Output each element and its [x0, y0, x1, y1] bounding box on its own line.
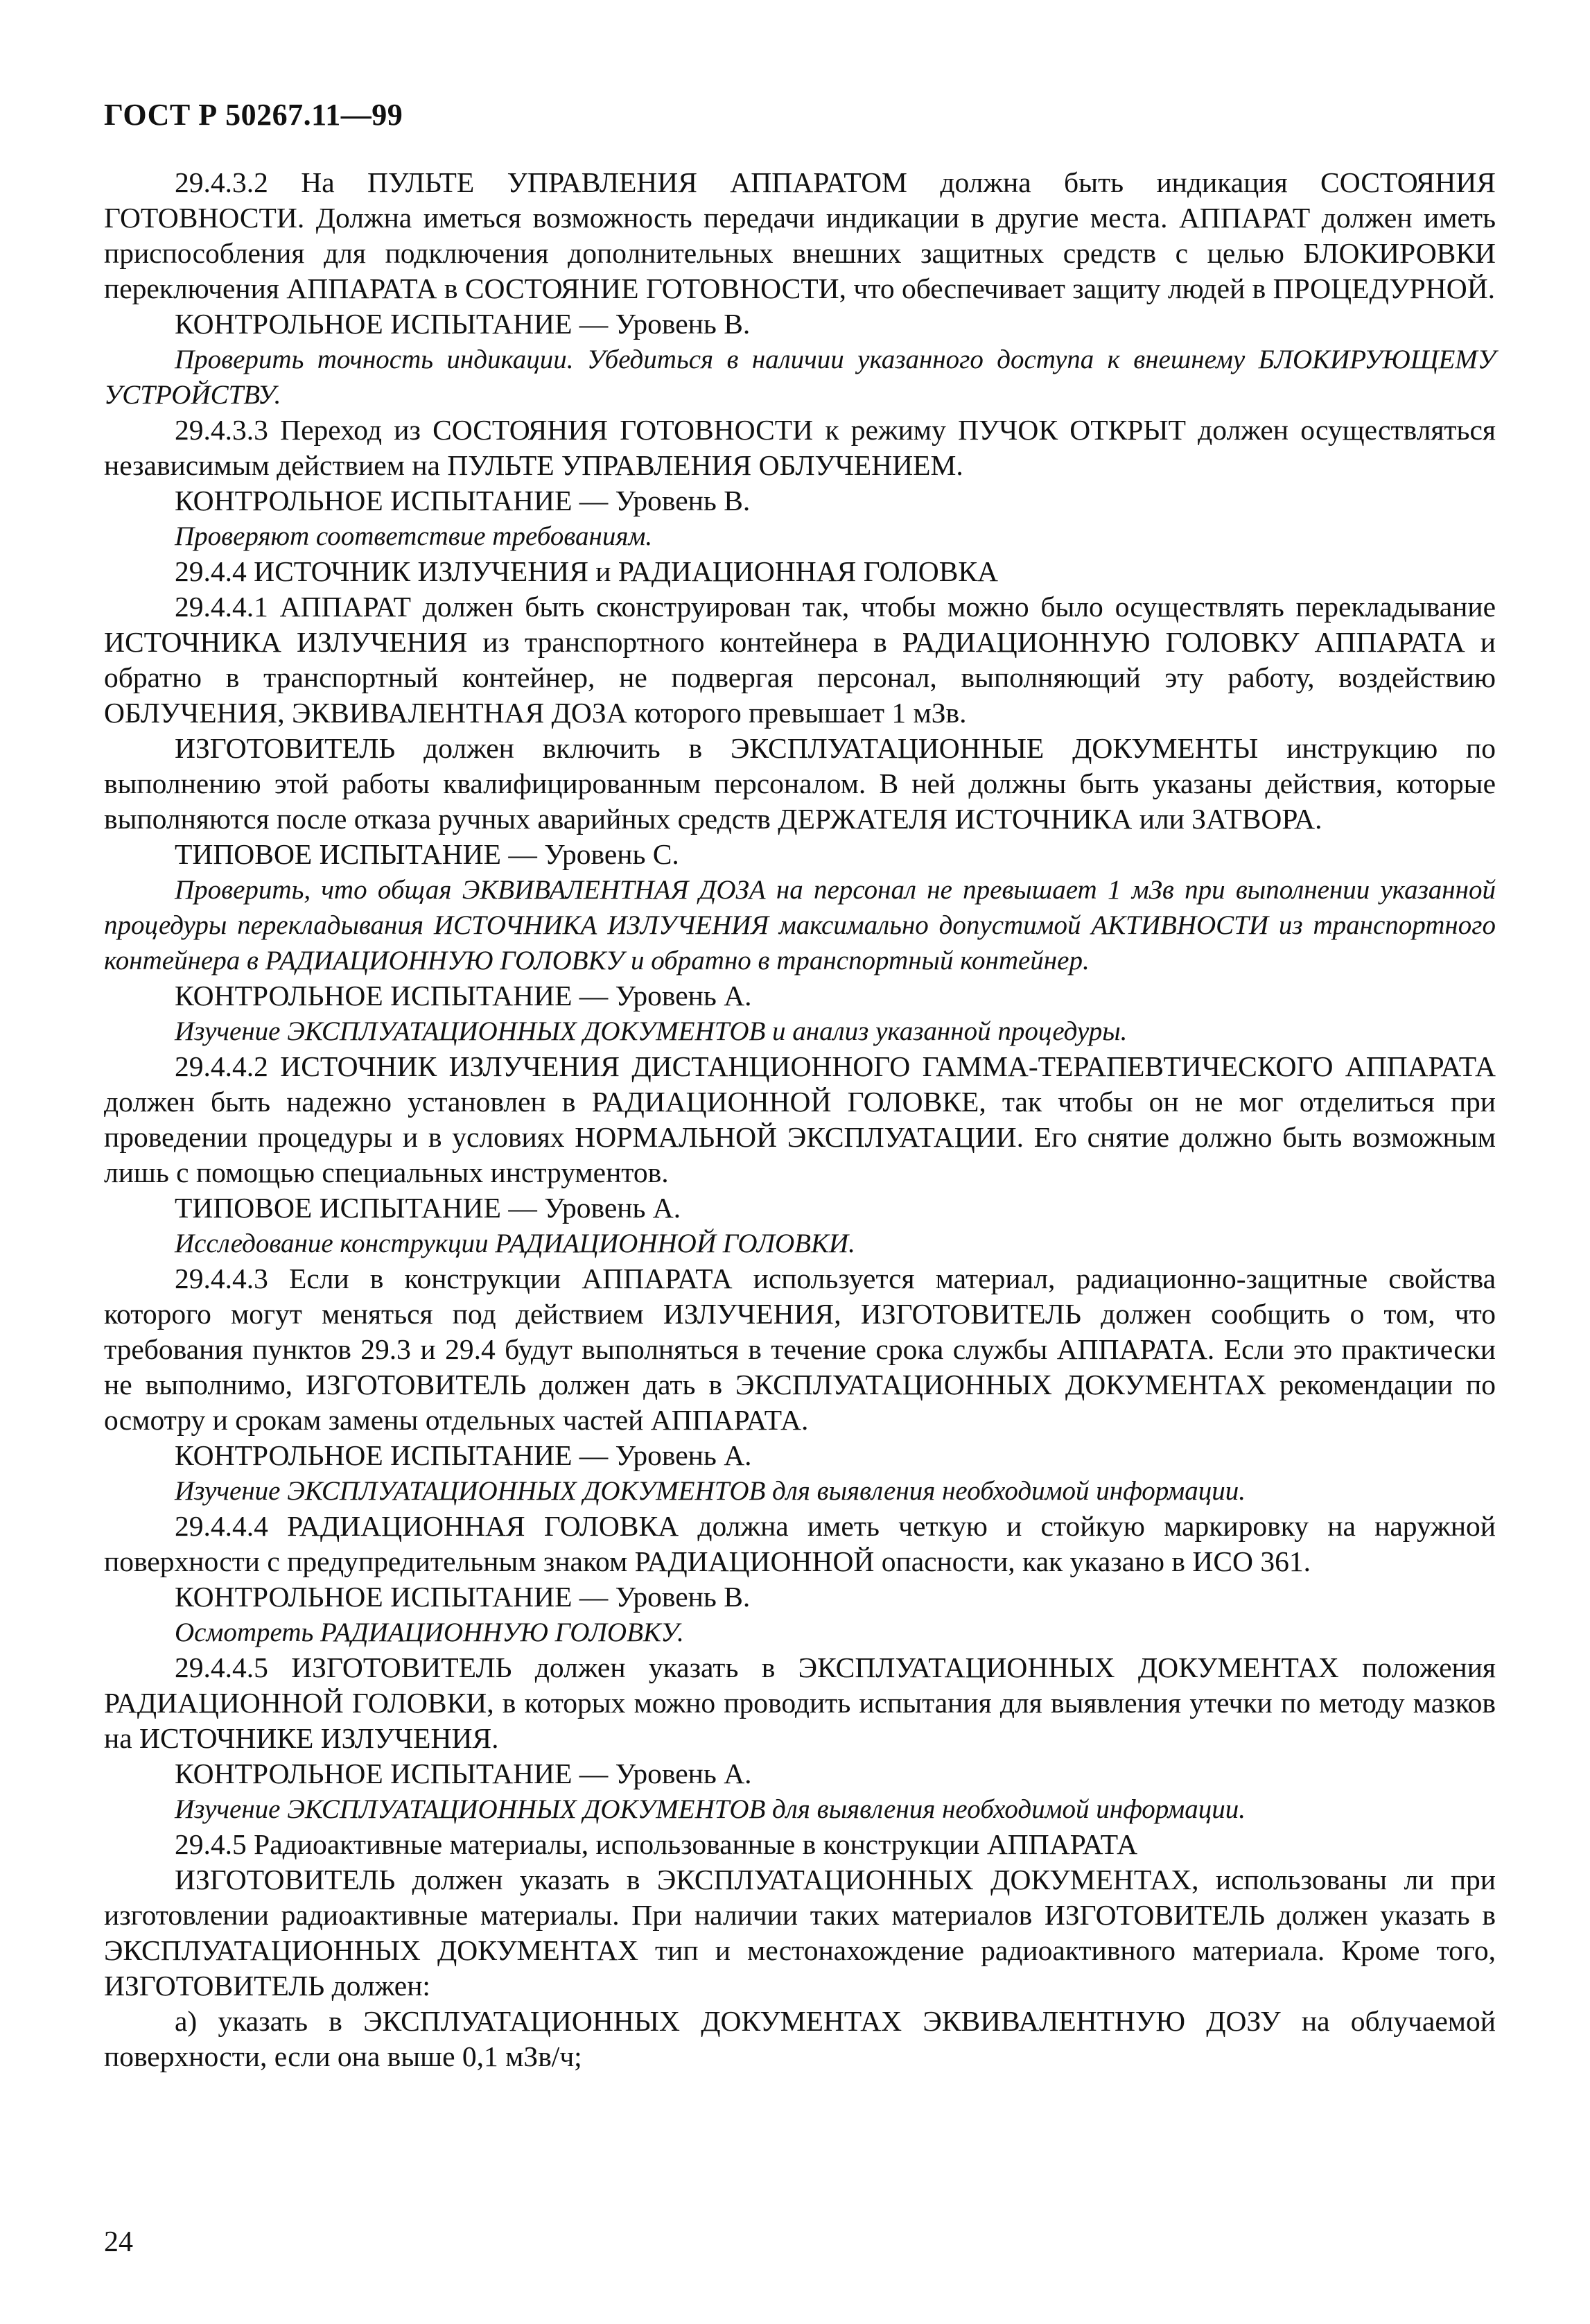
- test-level-line: КОНТРОЛЬНОЕ ИСПЫТАНИЕ — Уровень В.: [175, 308, 751, 340]
- test-instruction: Проверить, что общая ЭКВИВАЛЕНТНАЯ ДОЗА на персонал не превышает 1 мЗв при выполнении указанной процедуры перекладывания ИСТОЧНИКА ИЗЛУЧЕНИЯ максимально допустимой АКТИВНОСТИ из транспортного контейнера в РАДИАЦИОННУЮ ГОЛОВКУ и обратно в транспортный контейнер.: [104, 875, 1496, 975]
- test-instruction: Изучение ЭКСПЛУАТАЦИОННЫХ ДОКУМЕНТОВ для выявления необходимой информации.: [175, 1476, 1246, 1506]
- document-header: ГОСТ Р 50267.11—99: [104, 98, 403, 132]
- list-item: а) указать в ЭКСПЛУАТАЦИОННЫХ ДОКУМЕНТАХ ЭКВИВАЛЕНТНУЮ ДОЗУ на облучаемой поверхности, если она выше 0,1 мЗв/ч;: [104, 2005, 1496, 2072]
- paragraph: ИЗГОТОВИТЕЛЬ должен включить в ЭКСПЛУАТАЦИОННЫЕ ДОКУМЕНТЫ инструкцию по выполнению этой работы квалифицированным персоналом. В ней должны быть указаны действия, которые выполняются после отказа ручных аварийных средств ДЕРЖАТЕЛЯ ИСТОЧНИКА или ЗАТВОРА.: [104, 732, 1496, 835]
- test-instruction: Проверить точность индикации. Убедиться в наличии указанного доступа к внешнему БЛОКИРУЮЩЕМУ УСТРОЙСТВУ.: [104, 345, 1496, 410]
- paragraph: 29.4.4.2 ИСТОЧНИК ИЗЛУЧЕНИЯ ДИСТАНЦИОННОГО ГАММА-ТЕРАПЕВТИЧЕСКОГО АППАРАТА должен быть надежно установлен в РАДИАЦИОННОЙ ГОЛОВКЕ, так чтобы он не мог отделиться при проведении процедуры и в условиях НОРМАЛЬНОЙ ЭКСПЛУАТАЦИИ. Его снятие должно быть возможным лишь с помощью специальных инструментов.: [104, 1050, 1496, 1188]
- test-instruction: Изучение ЭКСПЛУАТАЦИОННЫХ ДОКУМЕНТОВ для выявления необходимой информации.: [175, 1794, 1246, 1824]
- paragraph: 29.4.3.3 Переход из СОСТОЯНИЯ ГОТОВНОСТИ к режиму ПУЧОК ОТКРЫТ должен осуществляться независимым действием на ПУЛЬТЕ УПРАВЛЕНИЯ ОБЛУЧЕНИЕМ.: [104, 414, 1496, 481]
- page-number: 24: [104, 2226, 133, 2258]
- paragraph: 29.4.4.3 Если в конструкции АППАРАТА используется материал, радиационно-защитные свойства которого могут меняться под действием ИЗЛУЧЕНИЯ, ИЗГОТОВИТЕЛЬ должен сообщить о том, что требования пунктов 29.3 и 29.4 будут выполняться в течение срока службы АППАРАТА. Если это практически не выполнимо, ИЗГОТОВИТЕЛЬ должен дать в ЭКСПЛУАТАЦИОННЫХ ДОКУМЕНТАХ рекомендации по осмотру и срокам замены отдельных частей АППАРАТА.: [104, 1263, 1496, 1436]
- test-instruction: Осмотреть РАДИАЦИОННУЮ ГОЛОВКУ.: [175, 1618, 684, 1647]
- test-instruction: Исследование конструкции РАДИАЦИОННОЙ ГОЛОВКИ.: [175, 1229, 855, 1258]
- paragraph: ИЗГОТОВИТЕЛЬ должен указать в ЭКСПЛУАТАЦИОННЫХ ДОКУМЕНТАХ, использованы ли при изготовлении радиоактивные материалы. При наличии таких материалов ИЗГОТОВИТЕЛЬ должен указать в ЭКСПЛУАТАЦИОННЫХ ДОКУМЕНТАХ тип и местонахождение радиоактивного материала. Кроме того, ИЗГОТОВИТЕЛЬ должен:: [104, 1864, 1496, 2002]
- document-body: [104, 165, 1496, 2074]
- test-instruction: Проверяют соответствие требованиям.: [175, 521, 653, 551]
- section-heading: 29.4.4 ИСТОЧНИК ИЗЛУЧЕНИЯ и РАДИАЦИОННАЯ ГОЛОВКА: [175, 555, 999, 587]
- test-level-line: КОНТРОЛЬНОЕ ИСПЫТАНИЕ — Уровень В.: [175, 1581, 751, 1613]
- test-instruction: Изучение ЭКСПЛУАТАЦИОННЫХ ДОКУМЕНТОВ и анализ указанной процедуры.: [175, 1016, 1128, 1046]
- section-heading: 29.4.5 Радиоактивные материалы, использованные в конструкции АППАРАТА: [175, 1828, 1138, 1860]
- test-level-line: ТИПОВОЕ ИСПЫТАНИЕ — Уровень А.: [175, 1192, 681, 1224]
- paragraph: 29.4.4.1 АППАРАТ должен быть сконструирован так, чтобы можно было осуществлять перекладывание ИСТОЧНИКА ИЗЛУЧЕНИЯ из транспортного контейнера в РАДИАЦИОННУЮ ГОЛОВКУ АППАРАТА и обратно в транспортный контейнер, не подвергая персонал, выполняющий эту работу, воздействию ОБЛУЧЕНИЯ, ЭКВИВАЛЕНТНАЯ ДОЗА которого превышает 1 мЗв.: [104, 591, 1496, 729]
- paragraph: 29.4.4.4 РАДИАЦИОННАЯ ГОЛОВКА должна иметь четкую и стойкую маркировку на наружной поверхности с предупредительным знаком РАДИАЦИОННОЙ опасности, как указано в ИСО 361.: [104, 1510, 1496, 1577]
- test-level-line: КОНТРОЛЬНОЕ ИСПЫТАНИЕ — Уровень В.: [175, 485, 751, 517]
- test-level-line: КОНТРОЛЬНОЕ ИСПЫТАНИЕ — Уровень А.: [175, 980, 752, 1012]
- test-level-line: ТИПОВОЕ ИСПЫТАНИЕ — Уровень С.: [175, 838, 679, 870]
- paragraph: 29.4.4.5 ИЗГОТОВИТЕЛЬ должен указать в ЭКСПЛУАТАЦИОННЫХ ДОКУМЕНТАХ положения РАДИАЦИОННОЙ ГОЛОВКИ, в которых можно проводить испытания для выявления утечки по методу мазков на ИСТОЧНИКЕ ИЗЛУЧЕНИЯ.: [104, 1651, 1496, 1754]
- paragraph: 29.4.3.2 На ПУЛЬТЕ УПРАВЛЕНИЯ АППАРАТОМ должна быть индикация СОСТОЯНИЯ ГОТОВНОСТИ. Должна иметься возможность передачи индикации в другие места. АППАРАТ должен иметь приспособления для подключения дополнительных внешних защитных средств с целью БЛОКИРОВКИ переключения АППАРАТА в СОСТОЯНИЕ ГОТОВНОСТИ, что обеспечивает защиту людей в ПРОЦЕДУРНОЙ.: [104, 166, 1496, 304]
- test-level-line: КОНТРОЛЬНОЕ ИСПЫТАНИЕ — Уровень А.: [175, 1439, 752, 1471]
- test-level-line: КОНТРОЛЬНОЕ ИСПЫТАНИЕ — Уровень А.: [175, 1758, 752, 1789]
